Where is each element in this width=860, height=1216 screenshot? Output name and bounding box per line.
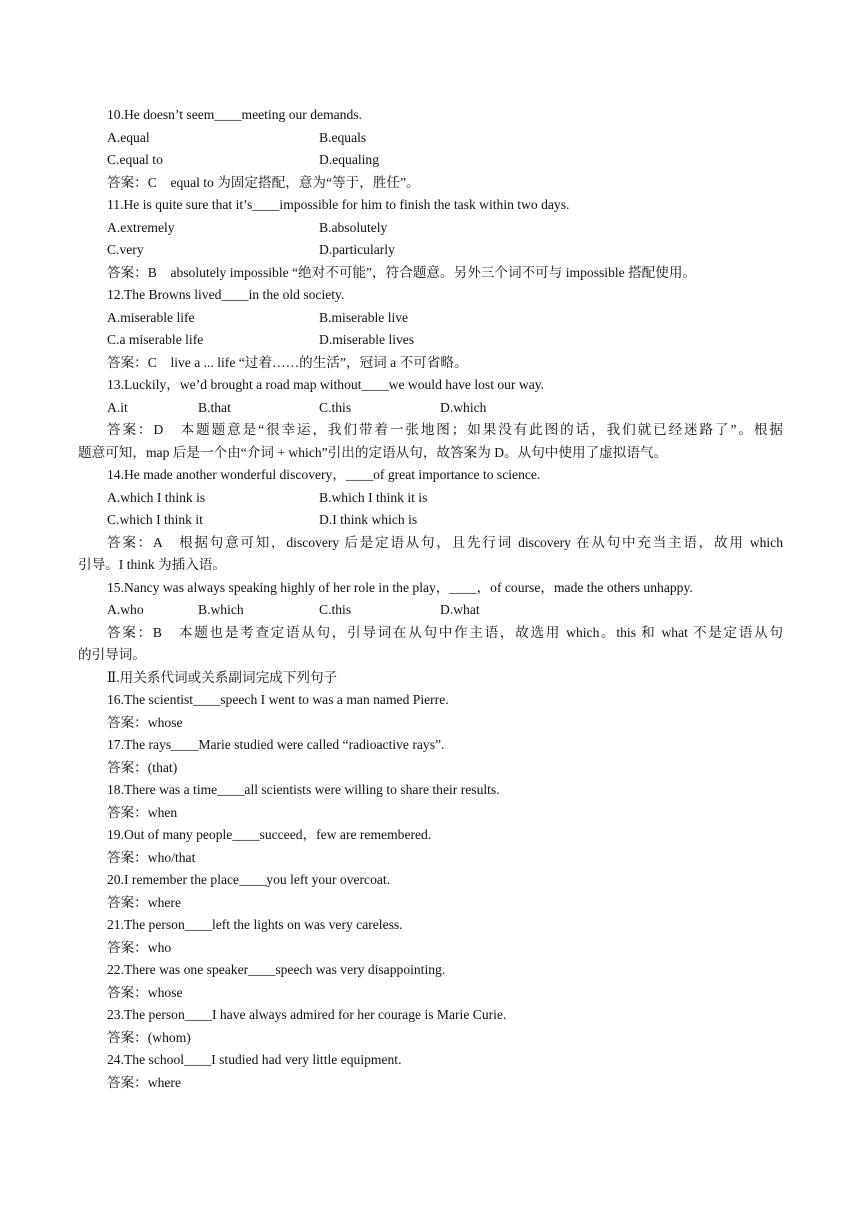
fill-question: 20.I remember the place____you left your overcoat. [107,872,391,887]
answer-14-line2: 引导。I think 为插入语。 [78,557,227,572]
answer-15-line2: 的引导词。 [78,647,146,662]
question-11-options-row2 [0,239,860,262]
fill-answer: 答案：when [107,804,178,820]
fill-answer: 答案：whose [107,714,183,730]
fill-question: 23.The person____I have always admired for her courage is Marie Curie. [107,1007,507,1022]
section-heading: Ⅱ.用关系代词或关系副词完成下列句子 [107,669,338,685]
option-c: C.this [319,399,352,415]
option-b: B.which [198,602,244,617]
option-c: C.very [107,242,144,257]
option-c: C.this [319,602,352,617]
option-d: D.particularly [319,242,395,257]
fill-question: 24.The school____I studied had very little equipment. [107,1052,402,1067]
option-d: D.equaling [319,152,380,167]
option-d: D.which [440,399,487,415]
question-14: 14.He made another wonderful discovery，____of great importance to science. [107,467,541,482]
fill-question: 19.Out of many people____succeed，few are remembered. [107,827,432,842]
fill-answer: 答案：where [107,1074,181,1090]
fill-question: 16.The scientist____speech I went to was a man named Pierre. [107,692,449,707]
option-a: A.which I think is [107,489,206,505]
fill-answer: 答案：(that) [107,759,178,775]
option-a: A.who [107,602,144,617]
question-15: 15.Nancy was always speaking highly of her role in the play，____，of course，made the others unhappy. [107,579,693,595]
option-a: A.miserable life [107,309,195,325]
option-b: B.miserable live [319,309,409,325]
question-14-options-row1 [0,487,860,510]
fill-answer: 答案：who [107,939,172,955]
option-c: C.which I think it [107,512,203,527]
question-10-options-row1 [0,127,860,150]
question-12: 12.The Browns lived____in the old society. [107,287,345,302]
question-11: 11.He is quite sure that it’s____impossible for him to finish the task within two days. [107,197,570,212]
option-d: D.what [440,602,480,617]
option-a: A.it [107,399,128,415]
document-page [0,104,860,1094]
question-13-options [0,397,860,420]
fill-question: 18.There was a time____all scientists were willing to share their results. [107,782,500,797]
option-a: A.extremely [107,219,175,235]
answer-10: 答案：C equal to 为固定搭配，意为“等于，胜任”。 [107,174,420,190]
option-c: C.a miserable life [107,332,204,347]
option-b: B.equals [319,129,367,145]
option-b: B.which I think it is [319,489,428,505]
fill-answer: 答案：who/that [107,849,196,865]
option-b: B.that [198,399,231,415]
fill-answer: 答案：where [107,894,181,910]
fill-question: 17.The rays____Marie studied were called “radioactive rays”. [107,737,445,752]
question-15-options [0,599,860,622]
option-b: B.absolutely [319,219,388,235]
option-d: D.miserable lives [319,332,415,347]
fill-question: 21.The person____left the lights on was very careless. [107,917,403,932]
answer-14-line1: 答案：A 根据句意可知，discovery 后是定语从句，且先行词 discovery 在从句中充当主语，故用 which [107,534,783,550]
question-12-options-row1 [0,307,860,330]
question-13: 13.Luckily，we’d brought a road map without____we would have lost our way. [107,377,545,392]
answer-13-line1: 答案：D 本题题意是“很幸运，我们带着一张地图；如果没有此图的话，我们就已经迷路了”。根据 [107,422,783,437]
answer-15-line1: 答案：B 本题也是考查定语从句，引导词在从句中作主语，故选用 which。this 和 what 不是定语从句 [107,624,783,640]
question-10-options-row2 [0,149,860,172]
question-10: 10.He doesn’t seem____meeting our demands. [107,107,362,122]
fill-answer: 答案：whose [107,984,183,1000]
option-c: C.equal to [107,152,163,167]
question-12-options-row2 [0,329,860,352]
fill-answer: 答案：(whom) [107,1029,191,1045]
question-14-options-row2 [0,509,860,532]
question-11-options-row1 [0,217,860,240]
option-d: D.I think which is [319,512,418,527]
fill-question: 22.There was one speaker____speech was very disappointing. [107,962,446,977]
answer-11: 答案：B absolutely impossible “绝对不可能”，符合题意。另外三个词不可与 impossible 搭配使用。 [107,264,697,280]
answer-12: 答案：C live a ... life “过着……的生活”，冠词 a 不可省略。 [107,354,468,370]
answer-13-line2: 题意可知，map 后是一个由“介词 + which”引出的定语从句，故答案为 D。从句中使用了虚拟语气。 [78,444,668,460]
option-a: A.equal [107,129,150,145]
